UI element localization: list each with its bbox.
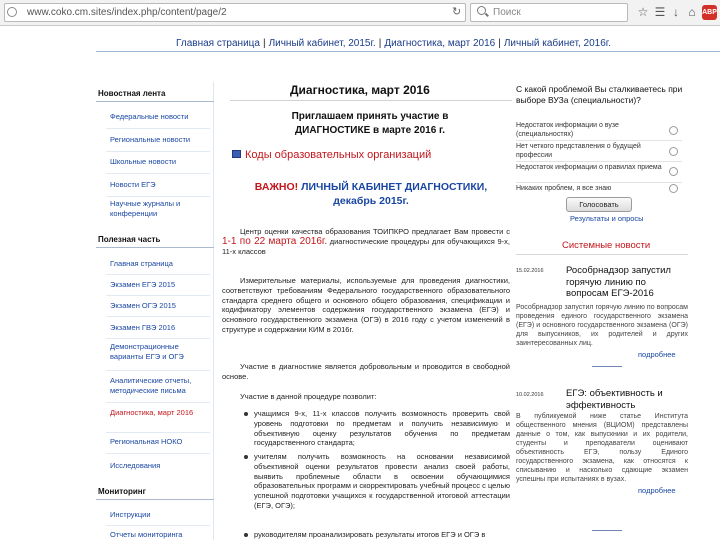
news-more-link[interactable]: подробнее [638, 350, 676, 359]
sidebar-item-diagnostics[interactable]: Диагностика, март 2016 [110, 408, 194, 417]
nav-link-cabinet-2016[interactable]: Личный кабинет, 2016г. [503, 38, 611, 49]
download-icon[interactable]: ↓ [673, 5, 679, 19]
divider [592, 530, 622, 531]
divider [516, 182, 682, 183]
intro-text: Центр оценки качества образования ТОИПКРО предлагает Вам провести с [240, 227, 510, 236]
dates-highlight: 1-1 по 22 марта 2016г. [222, 235, 328, 247]
divider [106, 432, 210, 433]
news-summary: В публикуемой ниже статье Института общественного мнения (ВЦИОМ) представлены данные о том, как выпускники и их родители, студенты и преподаватели оценивают объективность ЕГЭ, пользу Единого государственного экзамена, как относятся к списыванию и насколько сдающие экзамен успешны при испытаниях в вузах. [516, 413, 688, 483]
news-title-link[interactable]: ЕГЭ: объективность и эффективность [566, 388, 663, 411]
benefits-heading: Участие в данной процедуре позволит: [240, 392, 377, 401]
news-more-link[interactable]: подробнее [638, 486, 676, 495]
poll-radio[interactable] [669, 126, 678, 135]
news-date: 15.02.2016 [516, 268, 544, 274]
globe-icon [7, 7, 17, 17]
codes-link[interactable] [232, 149, 431, 161]
vote-button[interactable]: Голосовать [566, 197, 632, 212]
bullet-icon [244, 533, 248, 537]
invite-line: ДИАГНОСТИКЕ в марте 2016 г. [295, 125, 445, 136]
search-icon [477, 6, 486, 15]
browser-search-input[interactable]: Поиск [470, 3, 628, 22]
divider [96, 499, 214, 500]
divider [96, 247, 214, 248]
divider [230, 100, 512, 101]
divider [516, 161, 682, 162]
invite-heading [270, 110, 470, 138]
breadcrumb [176, 38, 611, 49]
news-summary: Рособрнадзор запустил горячую линию по вопросам проведения единого государственного экзамена (ЕГЭ) и основного государственного экзамена (ОГЭ) для выпускников, их родителей и других заинтересованных лиц. [516, 304, 688, 347]
nav-separator: | [378, 38, 382, 49]
sidebar-item-school-news[interactable]: Школьные новости [110, 157, 177, 166]
sidebar-item-reports[interactable]: Аналитические отчеты, методические письма [110, 376, 192, 395]
benefit-item: руководителям проанализировать результаты итогов ЕГЭ и ОГЭ в [254, 530, 486, 539]
benefit-item: учителям получить возможность на основании независимой объективной оценки результатов провести анализ своей работы, выявить проблемные области в освоении обучающимися образовательных программ и скорректировать учебный процесс с целью успешной подготовки учащихся к государственной итоговой аттестации (ЕГЭ, ОГЭ); [254, 452, 510, 510]
table-icon [232, 150, 241, 158]
poll-radio[interactable] [669, 147, 678, 156]
nav-separator: | [262, 38, 266, 49]
address-bar[interactable]: www.coko.cm.sites/index.php/content/page/2 [4, 3, 466, 22]
sidebar-item-regional-noko[interactable]: Региональная НОКО [110, 437, 183, 446]
star-icon[interactable]: ☆ [637, 5, 649, 19]
divider [106, 295, 210, 296]
browser-toolbar [0, 0, 720, 26]
sidebar-item-regional-news[interactable]: Региональные новости [110, 135, 191, 144]
sidebar-section-title-monitoring: Мониторинг [98, 487, 146, 496]
reading-list-icon[interactable]: ☰ [654, 5, 666, 19]
divider [106, 151, 210, 152]
divider [516, 254, 688, 255]
sidebar-item-demo-variants[interactable]: Демонстрационные варианты ЕГЭ и ОГЭ [110, 342, 184, 361]
poll-radio[interactable] [669, 184, 678, 193]
divider [106, 453, 210, 454]
poll-results-link[interactable]: Результаты и опросы [570, 214, 644, 223]
news-title-link[interactable]: Рособрнадзор запустил горячую линию по вопросам ЕГЭ-2016 [566, 265, 671, 299]
divider [516, 140, 682, 141]
poll-question: С какой проблемой Вы сталкиваетесь при выборе ВУЗа (специальности)? [516, 84, 683, 105]
invite-line: Приглашаем принять участие в [291, 111, 449, 122]
divider [106, 338, 210, 339]
nav-separator: | [498, 38, 501, 49]
nav-link-cabinet-2015[interactable]: Личный кабинет, 2015г. [268, 38, 376, 49]
divider [592, 366, 622, 367]
divider [106, 128, 210, 129]
bullet-icon [244, 412, 248, 416]
nav-link-home[interactable]: Главная страница [176, 38, 260, 49]
poll-option-label: Нет четкого представления о будущей профессии [516, 143, 641, 159]
news-section-title: Системные новости [562, 240, 651, 251]
divider [106, 525, 210, 526]
important-label: ВАЖНО! [254, 181, 299, 193]
adblock-icon[interactable]: ABP [702, 5, 717, 20]
sidebar-item-federal-news[interactable]: Федеральные новости [110, 112, 189, 121]
reload-icon[interactable]: ↻ [452, 6, 462, 18]
sidebar-item-ege-2015[interactable]: Экзамен ЕГЭ 2015 [110, 280, 176, 289]
sidebar-item-research[interactable]: Исследования [110, 461, 161, 470]
divider [106, 370, 210, 371]
divider [106, 274, 210, 275]
important-notice[interactable] [232, 180, 510, 208]
news-date: 10.02.2016 [516, 392, 544, 398]
poll-option-label: Недостаток информации о правилах приема [516, 164, 662, 171]
home-icon[interactable]: ⌂ [688, 5, 696, 19]
divider [106, 173, 210, 174]
sidebar-item-instructions[interactable]: Инструкции [110, 510, 151, 519]
important-link-text: декабрь 2015г. [333, 195, 409, 207]
materials-paragraph: Измерительные материалы, используемые для проведения диагностики, соответствуют требованиям Федерального государственного образовательного стандарта среднего общего и основного общего образования, спецификации и кодификатору элементов содержания государственного экзамена (ЕГЭ) и основного государственного экзамена (ОГЭ) в 2016 году с учетом изменений в структуре и содержании КИМ в 2016г. [222, 276, 510, 334]
sidebar-item-gve-2016[interactable]: Экзамен ГВЭ 2016 [110, 323, 176, 332]
divider [96, 101, 214, 102]
sidebar-item-monitoring-reports[interactable]: Отчеты мониторинга [110, 530, 183, 539]
divider [106, 402, 210, 403]
sidebar-item-home[interactable]: Главная страница [110, 259, 173, 268]
page-title: Диагностика, март 2016 [290, 83, 430, 97]
sidebar-section-title-news: Новостная лента [98, 89, 166, 98]
nav-link-diagnostics[interactable]: Диагностика, март 2016 [384, 38, 496, 49]
important-link-text: ЛИЧНЫЙ КАБИНЕТ ДИАГНОСТИКИ, [298, 181, 488, 193]
divider [106, 316, 210, 317]
benefit-item: учащимся 9-х, 11-х классов получить возможность проверить свой уровень подготовки по предметам и получить независимую и объективную оценку результатов обучения по предметам государственного стандарта; [254, 409, 510, 448]
sidebar-item-journals[interactable]: Научные журналы и конференции [110, 199, 181, 218]
sidebar-section-title-useful: Полезная часть [98, 235, 161, 244]
codes-link-label: Коды образовательных организаций [245, 149, 432, 161]
intro-text: диагностические процедуры для обучающихся 9-х, 11-х классов [222, 236, 510, 256]
intro-paragraph [222, 227, 510, 256]
bullet-icon [244, 455, 248, 459]
voluntary-paragraph: Участие в диагностике является добровольным и проводится в свободной основе. [222, 362, 510, 381]
poll-option-label: Никаких проблем, я все знаю [516, 185, 612, 192]
poll-option-label: Недостаток информации о вузе (специальностях) [516, 122, 619, 138]
sidebar-item-oge-2015[interactable]: Экзамен ОГЭ 2015 [110, 301, 176, 310]
divider [106, 196, 210, 197]
poll-radio[interactable] [669, 167, 678, 176]
sidebar-item-ege-news[interactable]: Новости ЕГЭ [110, 180, 156, 189]
